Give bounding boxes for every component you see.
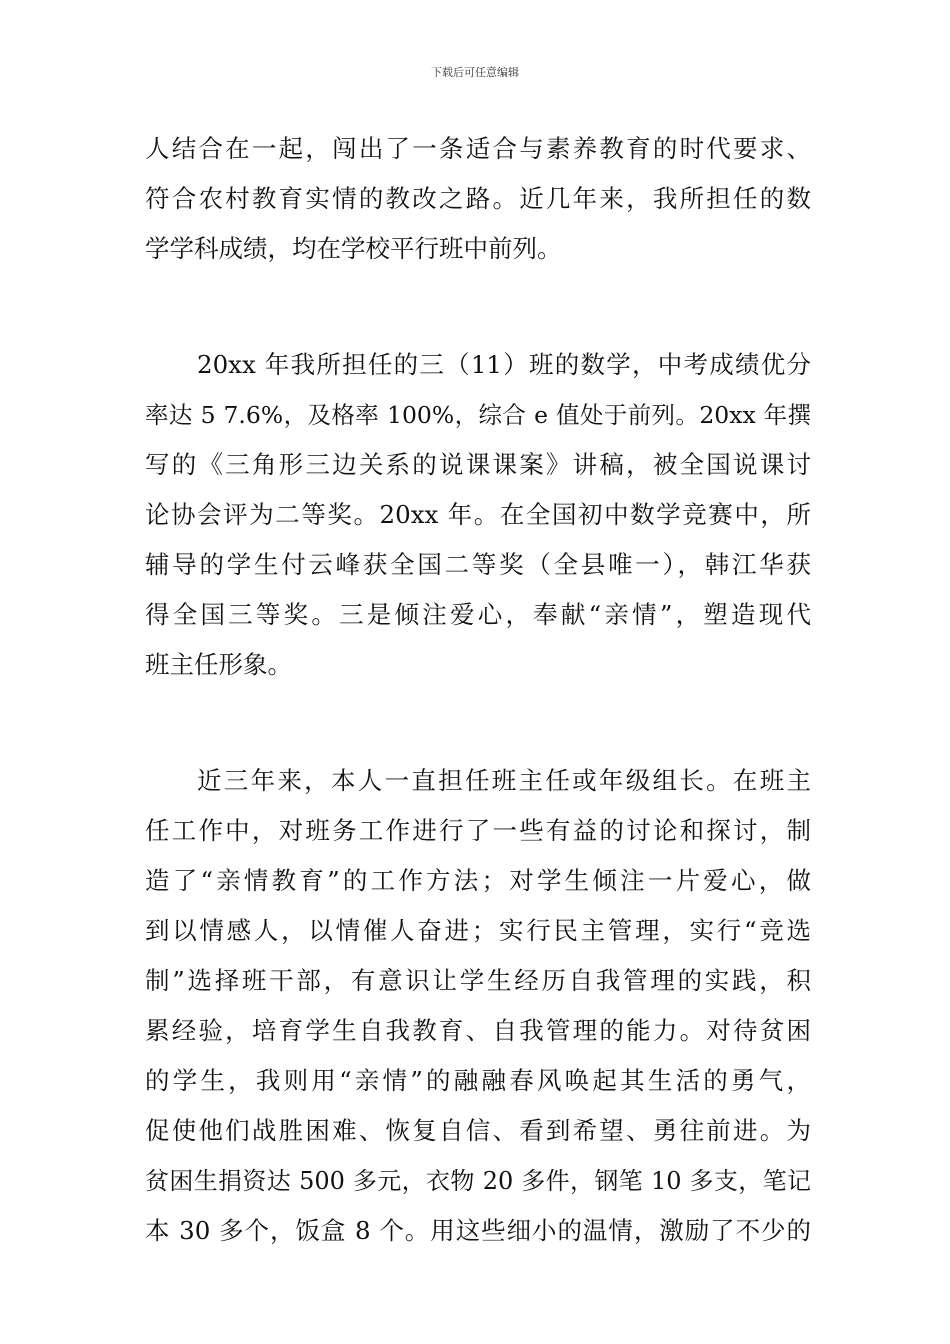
- text-line: 人结合在一起，闯出了一条适合与素养教育的时代要求、: [145, 134, 811, 163]
- text-line: 造了“亲情教育”的工作方法；对学生倾注一片爱心，做: [145, 866, 811, 895]
- text-line: 写的《三角形三边关系的说课课案》讲稿，被全国说课讨: [145, 450, 811, 479]
- text-line: 近三年来，本人一直担任班主任或年级组长。在班主: [197, 766, 811, 795]
- text-line: 辅导的学生付云峰获全国二等奖（全县唯一），韩江华获: [145, 550, 811, 579]
- paragraph-gap: [145, 690, 811, 756]
- paragraph-3: [145, 756, 811, 1256]
- text-line: 促使他们战胜困难、恢复自信、看到希望、勇往前进。为: [145, 1116, 811, 1145]
- text-line: 班主任形象。: [145, 650, 292, 679]
- text-line: 累经验，培育学生自我教育、自我管理的能力。对待贫困: [145, 1016, 811, 1045]
- text-line: 贫困生捐资达 500 多元，衣物 20 多件，钢笔 10 多支，笔记: [145, 1167, 811, 1195]
- text-line: 制”选择班干部，有意识让学生经历自我管理的实践，积: [145, 966, 811, 995]
- text-line: 的学生，我则用“亲情”的融融春风唤起其生活的勇气，: [145, 1066, 811, 1095]
- text-line: 符合农村教育实情的教改之路。近几年来，我所担任的数: [145, 184, 811, 213]
- text-line: 学学科成绩，均在学校平行班中前列。: [145, 234, 562, 263]
- text-line: 20xx 年我所担任的三（11）班的数学，中考成绩优分: [197, 350, 811, 379]
- text-line: 论协会评为二等奖。20xx 年。在全国初中数学竞赛中，所: [145, 500, 811, 529]
- text-line: 到以情感人，以情催人奋进；实行民主管理，实行“竞选: [145, 916, 811, 945]
- page-header: 下载后可任意编辑: [431, 66, 519, 79]
- text-line: 率达 5 7.6%，及格率 100%，综合 e 值处于前列。20xx 年撰: [145, 401, 811, 429]
- paragraph-1: [145, 124, 811, 274]
- text-line: 本 30 多个，饭盒 8 个。用这些细小的温情，激励了不少的: [145, 1216, 811, 1245]
- paragraph-gap: [145, 274, 811, 340]
- text-line: 得全国三等奖。三是倾注爱心，奉献“亲情”，塑造现代: [145, 600, 811, 629]
- text-line: 任工作中，对班务工作进行了一些有益的讨论和探讨，制: [145, 816, 811, 845]
- document-body: [145, 124, 811, 1256]
- paragraph-2: [145, 340, 811, 690]
